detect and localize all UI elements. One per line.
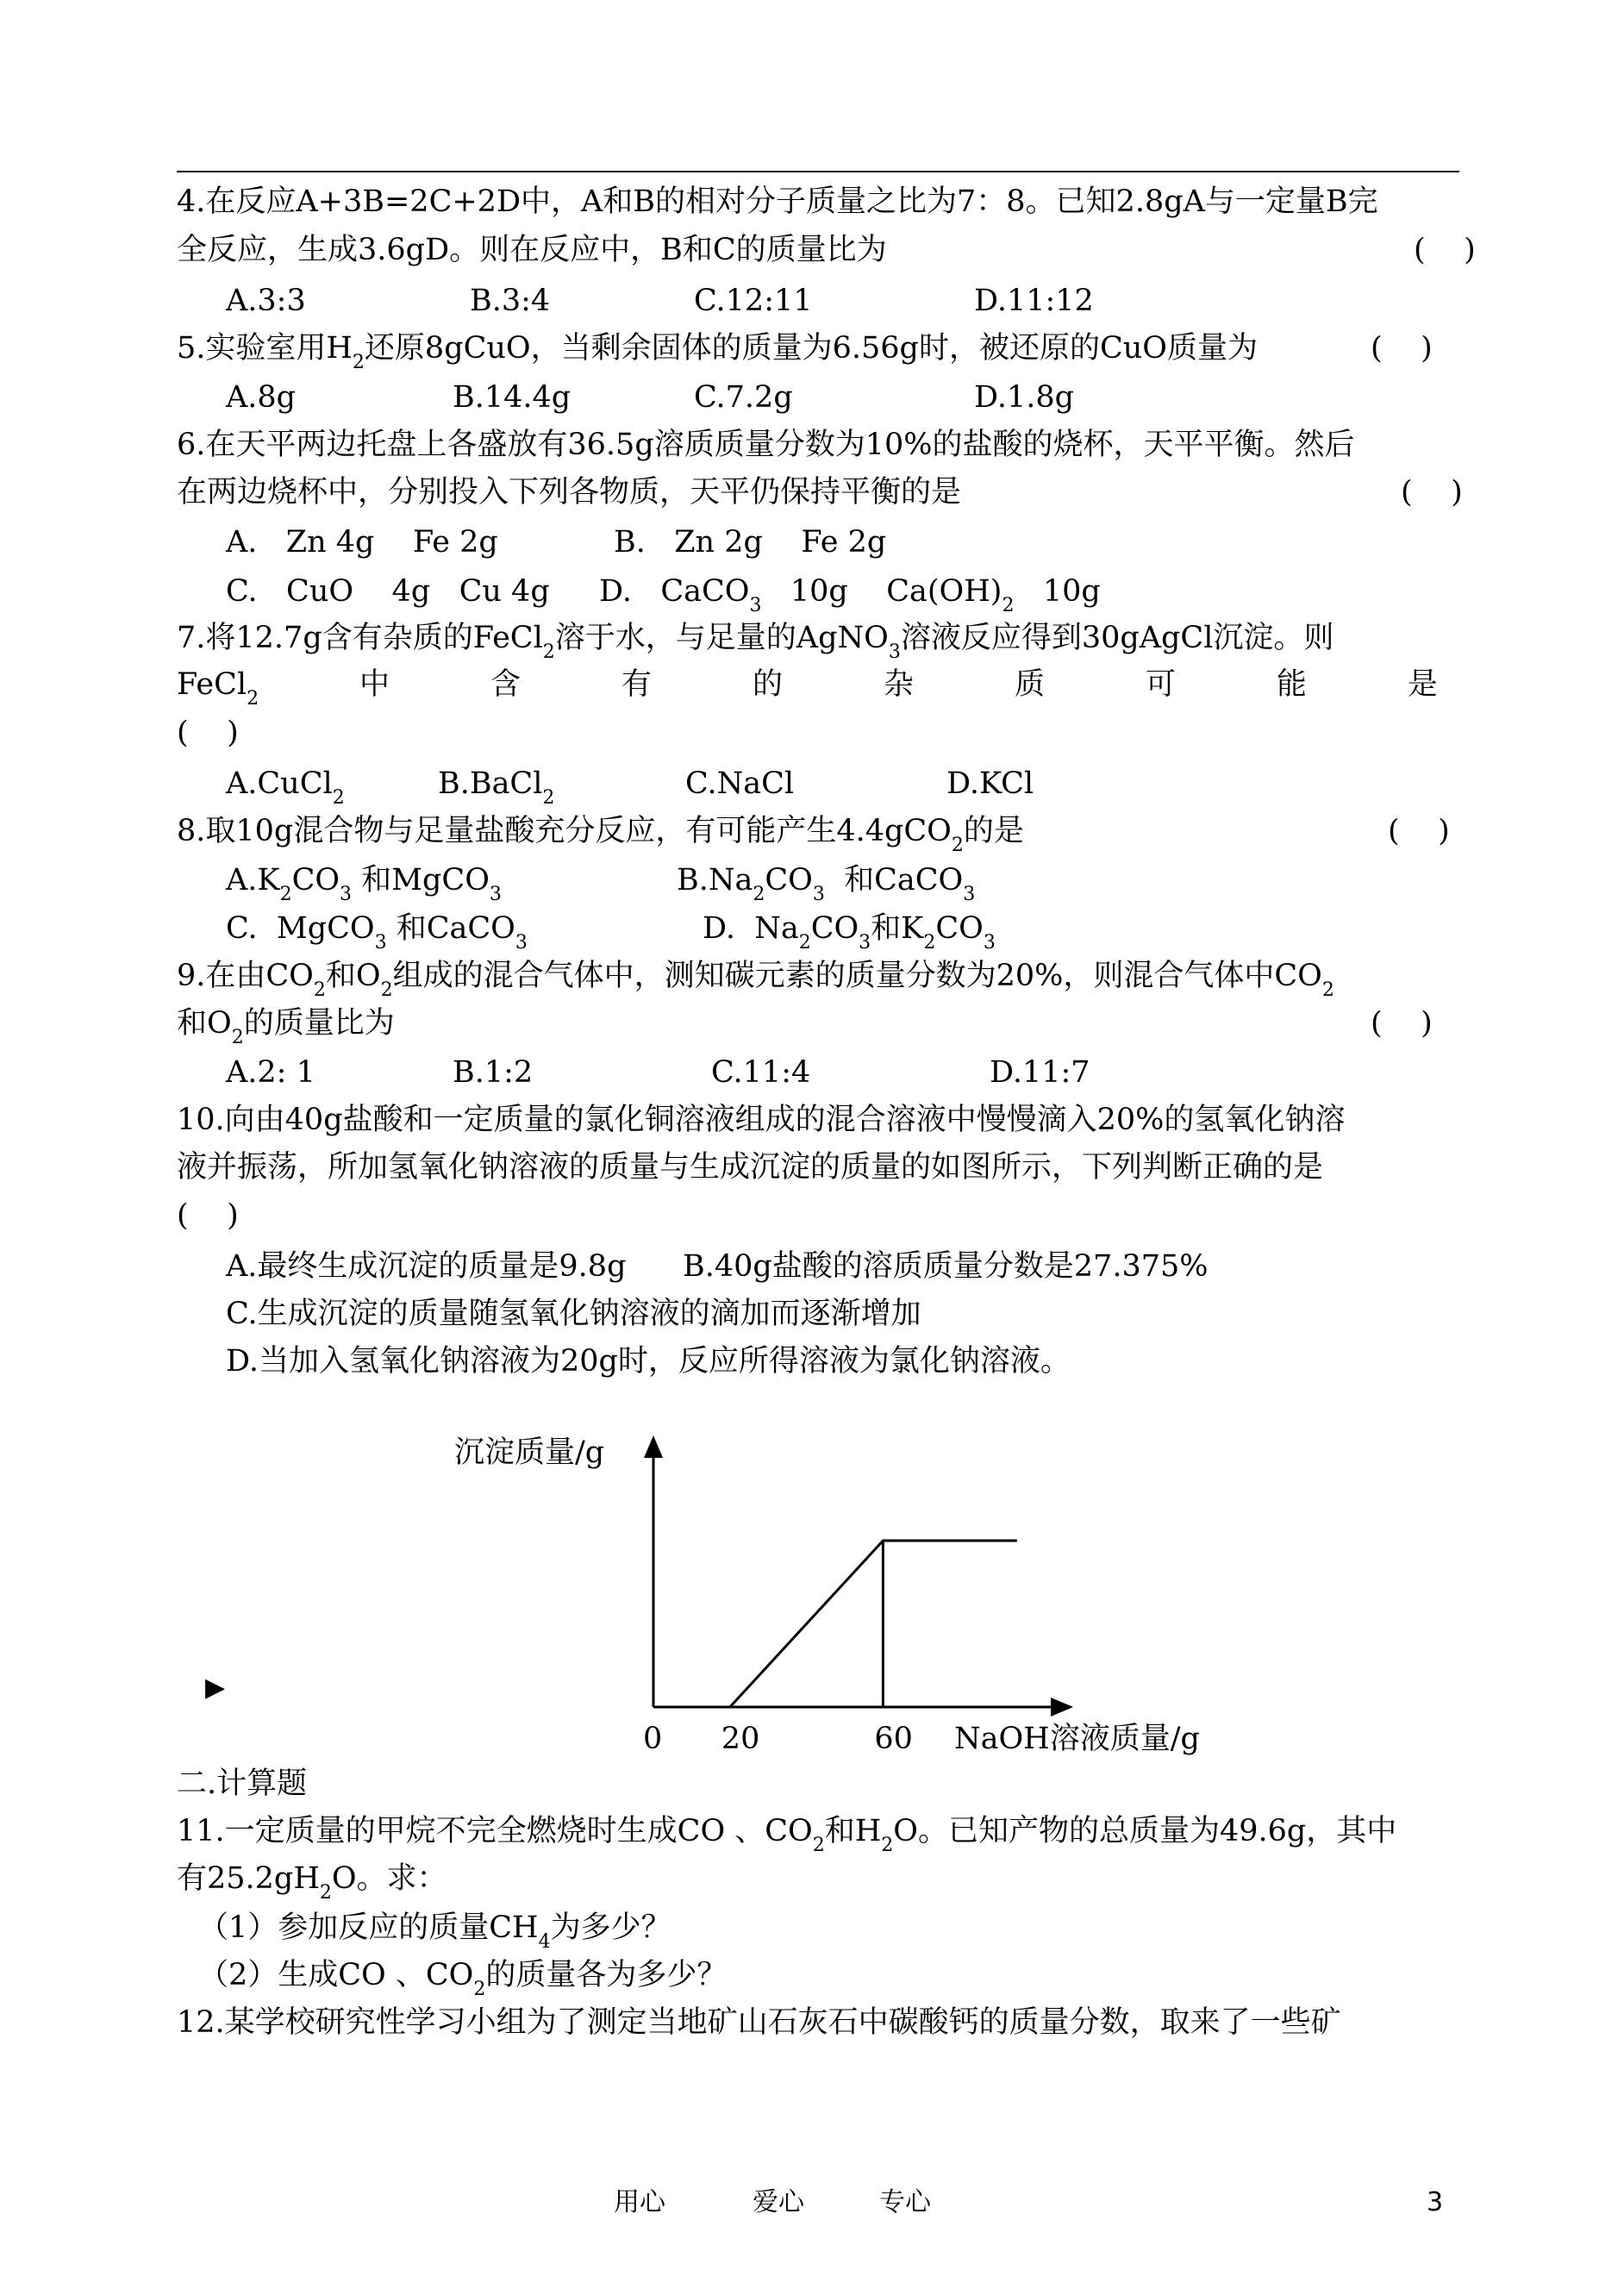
q5-answer-paren: ( ) bbox=[1371, 331, 1433, 366]
q8-option-d: D. $Na_2CO_3$和$K_2CO_3$ bbox=[703, 911, 996, 954]
x-axis-arrow bbox=[1051, 1698, 1073, 1717]
q7-option-d: D.KCl bbox=[946, 766, 1034, 801]
q4-line1: 4.在反应A+3B=2C+2D中，A和B的相对分子质量之比为7：8。已知2.8gA与一定量B完 bbox=[177, 184, 1378, 219]
q5-option-b: B.14.4g bbox=[453, 380, 572, 415]
q4-line2: 全反应，生成3.6gD。则在反应中，B和C的质量比为 bbox=[177, 233, 887, 267]
q4-answer-paren: ( ) bbox=[1414, 233, 1476, 267]
chart-y-axis-label: 沉淀质量/g bbox=[454, 1435, 605, 1470]
page-number: 3 bbox=[1427, 2187, 1444, 2217]
q6-option-a: A. Zn 4g Fe 2g bbox=[226, 525, 498, 560]
q9-option-b: B.1:2 bbox=[453, 1055, 534, 1090]
q5-option-d: D.1.8g bbox=[974, 380, 1075, 415]
q7-option-a: A.CuCl$_2$ bbox=[226, 766, 345, 809]
header-rule bbox=[177, 171, 1459, 172]
q10-option-d: D.当加入氢氧化钠溶液为20g时，反应所得溶液为氯化钠溶液。 bbox=[226, 1344, 1071, 1379]
q7-word: 有 bbox=[621, 667, 653, 702]
x-tick-label: 60 bbox=[874, 1722, 913, 1756]
q8-option-c: C. MgCO$_3$ 和CaCO$_3$ bbox=[226, 911, 528, 954]
q11-sub2: （2）生成CO 、$CO_2$的质量各为多少？ bbox=[198, 1958, 728, 2000]
q9-option-d: D.11:7 bbox=[990, 1055, 1090, 1090]
y-axis-arrow bbox=[644, 1435, 663, 1458]
q7-word: 的 bbox=[752, 667, 783, 702]
q8-answer-paren: ( ) bbox=[1388, 814, 1450, 848]
footer-word: 用心 bbox=[614, 2187, 665, 2217]
q4-option-d: D.11:12 bbox=[974, 284, 1094, 318]
q6-option-d: D. CaCO$_3$ 10g $Ca(OH)_2$ 10g bbox=[599, 574, 1101, 616]
footer-word: 专心 bbox=[879, 2187, 931, 2217]
q9-answer-paren: ( ) bbox=[1371, 1006, 1433, 1041]
q6-line2: 在两边烧杯中，分别投入下列各物质，天平仍保持平衡的是 bbox=[177, 475, 962, 510]
q6-line1: 6.在天平两边托盘上各盛放有36.5g溶质质量分数为10%的盐酸的烧杯，天平平衡。然后 bbox=[177, 428, 1355, 462]
q9-option-c: C.11:4 bbox=[711, 1055, 811, 1090]
q10-line1: 10.向由40g盐酸和一定质量的氯化铜溶液组成的混合溶液中慢慢滴入20%的氢氧化钠溶 bbox=[177, 1103, 1346, 1137]
footer-word: 爱心 bbox=[753, 2187, 804, 2217]
q7-option-c: C.NaCl bbox=[685, 766, 795, 801]
q10-option-b: B.40g盐酸的溶质质量分数是27.375% bbox=[683, 1249, 1209, 1284]
q9-line2: 和$O_2$的质量比为 bbox=[177, 1006, 395, 1048]
q7-word: 含 bbox=[490, 667, 522, 702]
q6-answer-paren: ( ) bbox=[1401, 475, 1463, 510]
q5-option-a: A.8g bbox=[226, 380, 297, 415]
q8-stem: 8.取10g混合物与足量盐酸充分反应，有可能产生4.4gCO$_2$的是 bbox=[177, 814, 1024, 856]
q12-line1: 12.某学校研究性学习小组为了测定当地矿山石灰石中碳酸钙的质量分数，取来了一些矿 bbox=[177, 2005, 1341, 2040]
q4-option-b: B.3:4 bbox=[470, 284, 551, 318]
x-tick-label: 0 bbox=[643, 1722, 663, 1756]
q8-option-b: $B.Na_2CO_3$ 和CaCO$_3$ bbox=[677, 863, 976, 905]
q7-word: 中 bbox=[359, 667, 390, 702]
q8-option-a: $A.K_2CO_3$ 和MgCO$_3$ bbox=[226, 863, 502, 905]
q6-option-c: C. CuO 4g Cu 4g bbox=[226, 574, 550, 609]
q11-line1: 11.一定质量的甲烷不完全燃烧时生成CO 、$CO_2$和$H_2O$。已知产物的总质量为49.6g，其中 bbox=[177, 1814, 1397, 1856]
q4-option-c: C.12:11 bbox=[694, 284, 813, 318]
q5-option-c: C.7.2g bbox=[694, 380, 793, 415]
q5-stem: 5.实验室用$H_2$还原8gCuO，当剩余固体的质量为6.56g时，被还原的CuO质量为 bbox=[177, 331, 1258, 373]
q10-answer-paren: ( ) bbox=[177, 1198, 239, 1233]
q7-option-b: B.BaCl$_2$ bbox=[438, 766, 555, 809]
series-line bbox=[653, 1541, 1017, 1707]
q7-line2 bbox=[177, 664, 1438, 710]
q10-line2: 液并振荡，所加氢氧化钠溶液的质量与生成沉淀的质量的如图所示，下列判断正确的是 bbox=[177, 1150, 1324, 1185]
q7-word: 质 bbox=[1014, 667, 1045, 702]
q6-option-b: B. Zn 2g Fe 2g bbox=[614, 525, 887, 560]
q7-line1: 7.将12.7g含有杂质的FeCl$_2$溶于水，与足量的AgNO$_3$溶液反应得到30gAgCl沉淀。则 bbox=[177, 621, 1334, 663]
play-marker-icon: ▶ bbox=[205, 1673, 226, 1703]
precipitation-chart bbox=[0, 1405, 1624, 1767]
q10-option-a: A.最终生成沉淀的质量是9.8g bbox=[226, 1249, 627, 1284]
q11-line2: 有$25.2gH_2O$。求： bbox=[177, 1861, 447, 1904]
q10-option-c: C.生成沉淀的质量随氢氧化钠溶液的滴加而逐渐增加 bbox=[226, 1297, 921, 1331]
q7-word: 能 bbox=[1276, 667, 1307, 702]
q7-word: 是 bbox=[1407, 667, 1438, 702]
q11-sub1: （1）参加反应的质量$CH_4$为多少？ bbox=[198, 1910, 671, 1953]
q7-word: 杂 bbox=[883, 667, 914, 702]
q9-option-a: A.2: 1 bbox=[226, 1055, 315, 1090]
q7-word: 可 bbox=[1145, 667, 1176, 702]
q7-answer-paren: ( ) bbox=[177, 716, 239, 750]
q7-line2-first: FeCl$_2$ bbox=[177, 667, 259, 710]
chart-x-axis-label: NaOH溶液质量/g bbox=[954, 1722, 1200, 1756]
q9-line1: 9.在由$CO_2$和$O_2$组成的混合气体中，测知碳元素的质量分数为20%，则混合气体中$CO_2$ bbox=[177, 959, 1334, 1001]
x-tick-label: 20 bbox=[721, 1722, 760, 1756]
q4-option-a: A.3:3 bbox=[226, 284, 306, 318]
section-2-title: 二.计算题 bbox=[177, 1767, 308, 1801]
